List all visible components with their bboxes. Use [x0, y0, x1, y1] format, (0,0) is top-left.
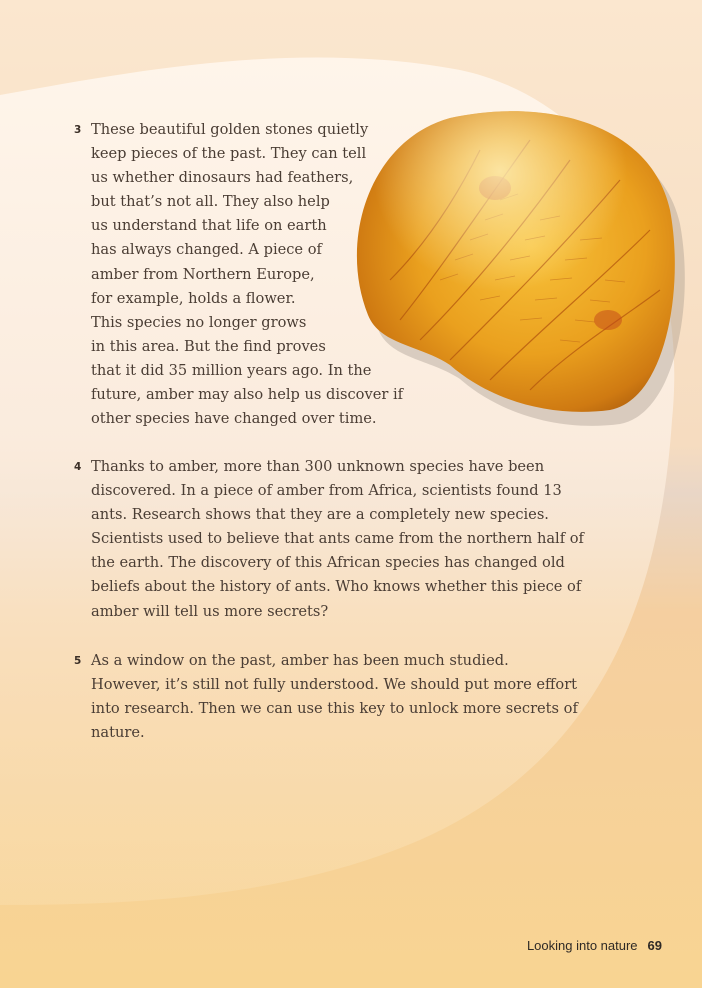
- text-line: in this area. But the find proves: [91, 337, 326, 355]
- text-line: us understand that life on earth: [91, 217, 327, 235]
- text-line: that it did 35 million years ago. In the: [91, 361, 372, 379]
- text-line: the earth. The discovery of this African species has changed old: [91, 554, 565, 572]
- paragraph-5: [74, 649, 578, 745]
- section-title: Looking into nature: [526, 938, 638, 953]
- text-line: However, it’s still not fully understood. We should put more effort: [91, 676, 578, 694]
- text-line: nature.: [91, 724, 145, 742]
- text-line: but that’s not all. They also help: [91, 193, 330, 211]
- text-line: future, amber may also help us discover if: [91, 386, 404, 404]
- page-footer: [527, 938, 662, 953]
- text-line: As a window on the past, amber has been much studied.: [91, 652, 509, 669]
- text-line: for example, holds a flower.: [91, 289, 296, 307]
- paragraph-number: 4: [74, 461, 82, 473]
- paragraph-number: 3: [74, 124, 82, 136]
- text-line: Thanks to amber, more than 300 unknown species have been: [91, 458, 545, 475]
- paragraph-3: [74, 118, 403, 431]
- text-line: amber will tell us more secrets?: [91, 602, 329, 620]
- paragraph-number: 5: [74, 655, 82, 667]
- text-line: us whether dinosaurs had feathers,: [91, 169, 354, 187]
- text-line: keep pieces of the past. They can tell: [91, 145, 367, 163]
- text-line: discovered. In a piece of amber from Africa, scientists found 13: [91, 482, 562, 500]
- text-line: has always changed. A piece of: [91, 241, 322, 259]
- text-line: ants. Research shows that they are a completely new species.: [91, 506, 549, 524]
- text-line: These beautiful golden stones quietly: [91, 121, 369, 138]
- text-line: This species no longer grows: [91, 313, 307, 331]
- text-line: amber from Northern Europe,: [91, 265, 315, 283]
- text-line: into research. Then we can use this key to unlock more secrets of: [91, 700, 578, 718]
- text-line: other species have changed over time.: [91, 410, 377, 428]
- text-line: beliefs about the history of ants. Who knows whether this piece of: [91, 578, 582, 596]
- text-line: Scientists used to believe that ants came from the northern half of: [91, 530, 584, 548]
- paragraph-4: [74, 455, 584, 624]
- page-number: 69: [647, 938, 662, 953]
